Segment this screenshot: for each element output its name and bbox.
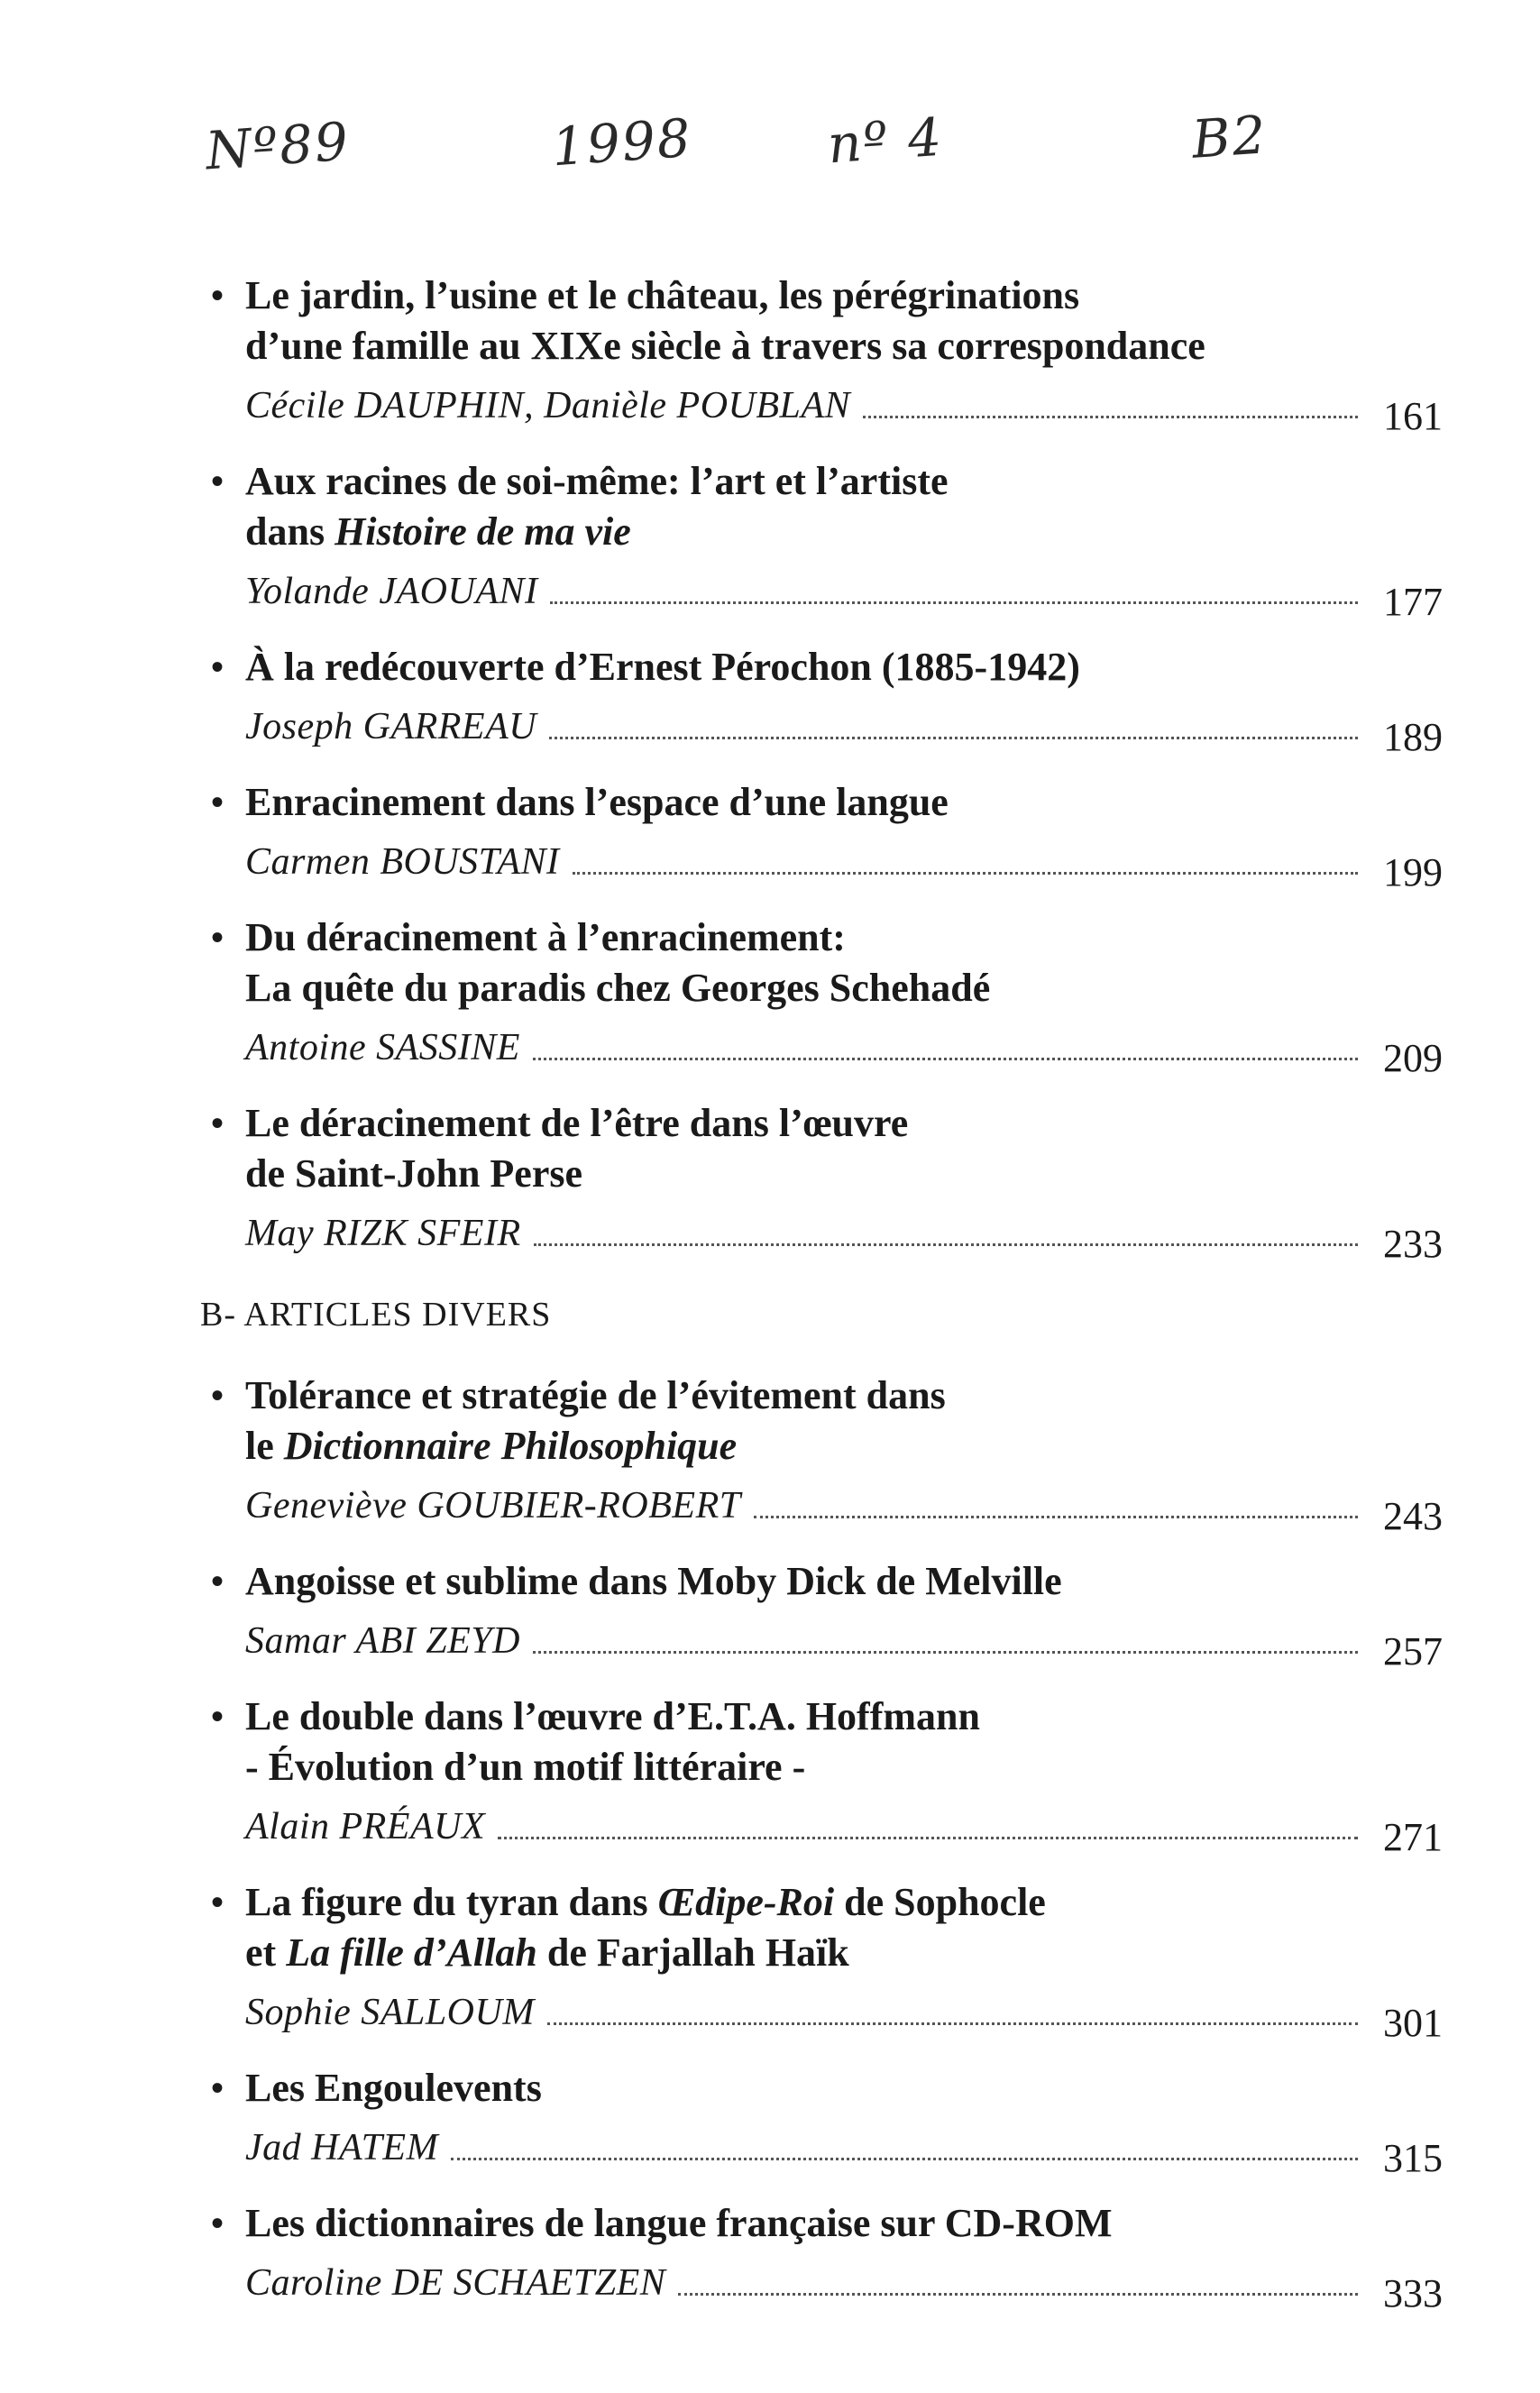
bullet-icon: • (211, 1103, 225, 1143)
entry-author-line (207, 1199, 1443, 1266)
entry-title-line (207, 321, 1443, 371)
author-name: Carmen BOUSTANI (245, 841, 560, 883)
toc-entry (207, 1877, 1443, 2045)
toc-part-a (207, 270, 1443, 1266)
dot-leader (533, 1057, 1358, 1060)
dot-leader (550, 601, 1358, 604)
dot-leader (863, 415, 1358, 418)
author-name: Sophie SALLOUM (245, 1992, 535, 2033)
title-segment: Œdipe-Roi (657, 1880, 835, 1924)
entry-author-line (207, 2249, 1443, 2315)
dot-leader (573, 871, 1358, 875)
entry-title-line (207, 777, 1443, 828)
toc-entry (207, 456, 1443, 624)
entry-title-line (207, 1928, 1443, 1978)
entry-title-line (207, 456, 1443, 507)
table-of-contents (200, 270, 1443, 2333)
author-name: Alain PRÉAUX (245, 1806, 486, 1847)
page-number: 189 (1383, 715, 1443, 759)
entry-title-line (207, 1371, 1443, 1421)
bullet-icon: • (211, 782, 225, 822)
bullet-icon: • (211, 275, 225, 316)
entry-author-line (207, 1013, 1443, 1080)
bullet-icon: • (211, 1882, 225, 1922)
handwritten-note: 1998 (549, 106, 694, 179)
bullet-icon: • (211, 917, 225, 958)
entry-author-line (207, 1792, 1443, 1859)
title-segment: Le déracinement de l’être dans l’œuvre (245, 1101, 909, 1145)
title-segment: Angoisse et sublime dans Moby Dick de Melville (245, 1559, 1062, 1603)
page-number: 161 (1383, 394, 1443, 438)
handwritten-note: nº 4 (825, 105, 946, 176)
dot-leader (754, 1515, 1358, 1518)
page-number: 257 (1383, 1629, 1443, 1673)
entry-author-line (207, 828, 1443, 894)
page-number: 243 (1383, 1494, 1443, 1538)
author-name: Antoine SASSINE (245, 1027, 520, 1068)
toc-entry (207, 1556, 1443, 1673)
entry-title-line (207, 507, 1443, 557)
title-segment: de Farjallah Haïk (536, 1930, 849, 1975)
page-number: 199 (1383, 850, 1443, 894)
handwritten-annotations (0, 106, 1540, 197)
entry-title-line (207, 963, 1443, 1013)
title-segment: - Évolution d’un motif littéraire - (245, 1745, 806, 1789)
page-number: 177 (1383, 580, 1443, 624)
dot-leader (498, 1836, 1358, 1839)
entry-title-line (207, 912, 1443, 963)
author-name: Samar ABI ZEYD (245, 1620, 520, 1662)
page-number: 271 (1383, 1815, 1443, 1859)
toc-entry (207, 270, 1443, 438)
page-number: 233 (1383, 1222, 1443, 1266)
author-name: Geneviève GOUBIER-ROBERT (245, 1485, 741, 1527)
entry-author-line (207, 371, 1443, 438)
entry-author-line (207, 1607, 1443, 1673)
toc-entry (207, 1098, 1443, 1266)
page-number: 333 (1383, 2271, 1443, 2315)
page-number: 301 (1383, 2001, 1443, 2045)
title-segment: La figure du tyran dans (245, 1880, 658, 1924)
title-segment: Aux racines de soi-même: l’art et l’artiste (245, 459, 949, 503)
handwritten-note: Nº89 (203, 110, 353, 182)
entry-title-line (207, 1556, 1443, 1607)
dot-leader (451, 2157, 1358, 2160)
bullet-icon: • (211, 2068, 225, 2108)
entry-title-line (207, 2198, 1443, 2249)
dot-leader (678, 2292, 1358, 2296)
author-name: Caroline DE SCHAETZEN (245, 2262, 666, 2304)
title-segment: d’une famille au XIXe siècle à travers sa correspondance (245, 324, 1205, 368)
title-segment: le (245, 1424, 284, 1468)
author-name: May RIZK SFEIR (245, 1213, 521, 1254)
title-segment: Tolérance et stratégie de l’évitement dans (245, 1373, 946, 1417)
toc-entry (207, 777, 1443, 894)
entry-title-line (207, 642, 1443, 692)
title-segment: et (245, 1930, 287, 1975)
toc-entry (207, 2198, 1443, 2315)
title-segment: dans (245, 509, 335, 554)
dot-leader (533, 1650, 1358, 1654)
title-segment: Du déracinement à l’enracinement: (245, 915, 846, 959)
author-name: Yolande JAOUANI (245, 571, 538, 612)
title-segment: La fille d’Allah (286, 1930, 537, 1975)
entry-author-line (207, 557, 1443, 624)
title-segment: Dictionnaire Philosophique (283, 1424, 738, 1468)
handwritten-note: B2 (1189, 104, 1270, 170)
dot-leader (549, 736, 1358, 739)
entry-title-line (207, 270, 1443, 321)
author-name: Cécile DAUPHIN, Danièle POUBLAN (245, 385, 851, 426)
entry-title-line (207, 2063, 1443, 2113)
entry-title-line (207, 1421, 1443, 1472)
entry-author-line (207, 2113, 1443, 2180)
bullet-icon: • (211, 1561, 225, 1601)
title-segment: de Saint-John Perse (245, 1151, 582, 1196)
entry-author-line (207, 692, 1443, 759)
title-segment: Le double dans l’œuvre d’E.T.A. Hoffmann (245, 1694, 980, 1738)
entry-author-line (207, 1472, 1443, 1538)
toc-entry (207, 912, 1443, 1080)
page-number: 315 (1383, 2136, 1443, 2180)
title-segment: Histoire de ma vie (335, 509, 631, 554)
entry-title-line (207, 1877, 1443, 1928)
entry-title-line (207, 1149, 1443, 1199)
author-name: Joseph GARREAU (245, 706, 537, 747)
toc-entry (207, 1371, 1443, 1538)
bullet-icon: • (211, 646, 225, 687)
title-segment: de Sophocle (834, 1880, 1046, 1924)
page-number: 209 (1383, 1036, 1443, 1080)
dot-leader (547, 2022, 1358, 2025)
title-segment: Le jardin, l’usine et le château, les pérégrinations (245, 273, 1080, 317)
entry-title-line (207, 1692, 1443, 1742)
bullet-icon: • (211, 2203, 225, 2243)
entry-title-line (207, 1742, 1443, 1792)
section-label: B- ARTICLES DIVERS (200, 1296, 552, 1334)
bullet-icon: • (211, 1696, 225, 1737)
entry-author-line (207, 1978, 1443, 2045)
title-segment: Les dictionnaires de langue française sur CD-ROM (245, 2201, 1113, 2245)
bullet-icon: • (211, 1375, 225, 1416)
dot-leader (534, 1242, 1358, 1246)
toc-part-b (207, 1371, 1443, 2315)
toc-entry (207, 642, 1443, 759)
author-name: Jad HATEM (245, 2127, 439, 2168)
title-segment: Les Engoulevents (245, 2066, 542, 2110)
bullet-icon: • (211, 461, 225, 501)
toc-entry (207, 1692, 1443, 1859)
entry-title-line (207, 1098, 1443, 1149)
title-segment: La quête du paradis chez Georges Schehadé (245, 966, 991, 1010)
toc-entry (207, 2063, 1443, 2180)
title-segment: À la redécouverte d’Ernest Pérochon (1885-1942) (245, 645, 1080, 689)
title-segment: Enracinement dans l’espace d’une langue (245, 780, 949, 824)
